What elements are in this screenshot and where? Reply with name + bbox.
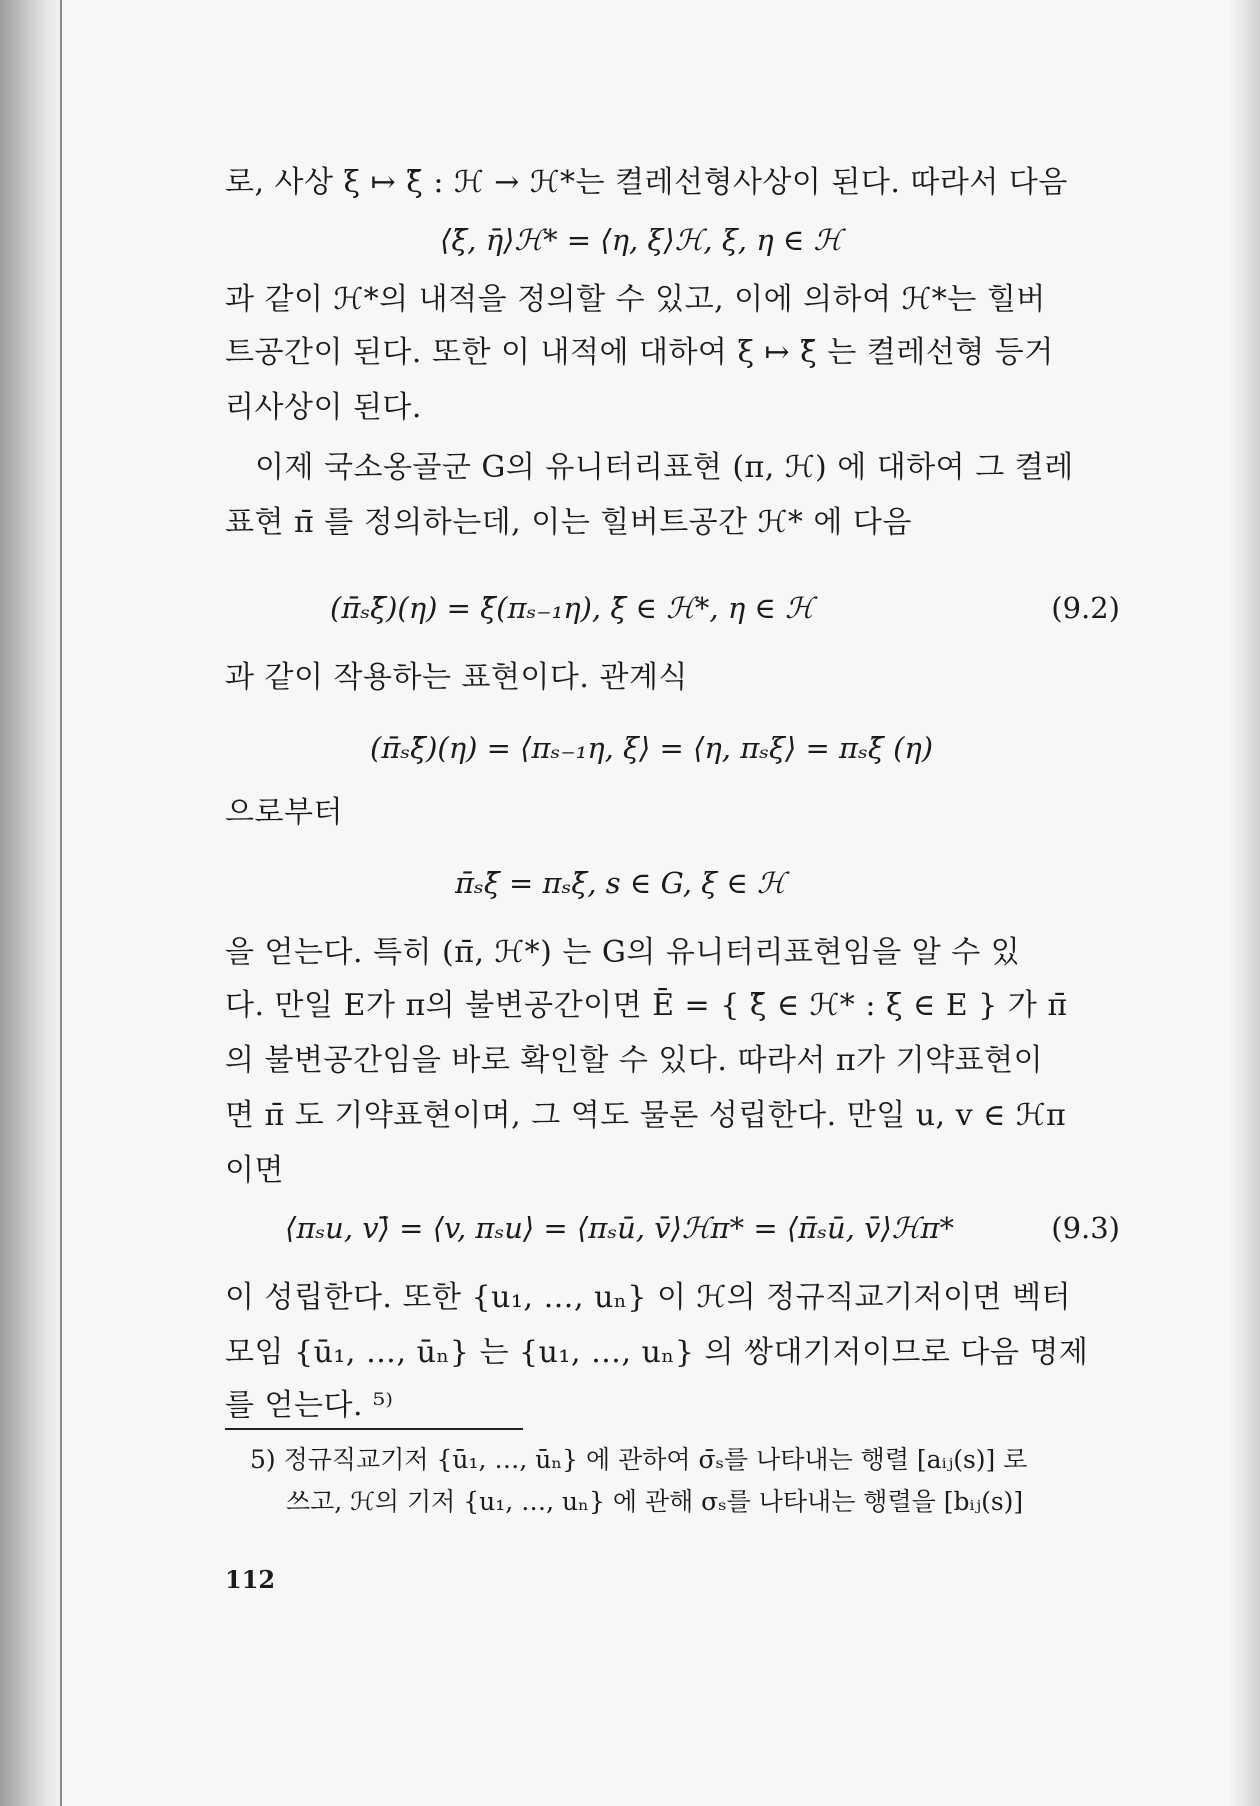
equation-number-9-2: (9.2) (1051, 591, 1120, 625)
equation-number-9-3: (9.3) (1051, 1211, 1120, 1245)
text-line-16: 를 얻는다. ⁵⁾ (225, 1388, 394, 1423)
book-page-edge (1226, 0, 1260, 1806)
equation-result: π̄ₛξ̄ = πₛξ̄, s ∈ G, ξ ∈ ℋ (455, 866, 786, 900)
text-line-11: 의 불변공간임을 바로 확인할 수 있다. 따라서 π가 기약표현이 (225, 1043, 1044, 1078)
text-line-8: 으로부터 (225, 795, 343, 830)
book-spine-edge (0, 0, 62, 1806)
footnote-line-1: 5) 정규직교기저 {ū₁, …, ūₙ} 에 관하여 σ̄ₛ를 나타내는 행렬 [aᵢⱼ(s)] 로 (250, 1445, 1028, 1474)
text-line-3: 트공간이 된다. 또한 이 내적에 대하여 ξ ↦ ξ̄ 는 켤레선형 등거 (225, 335, 1054, 370)
equation-relation: (π̄ₛξ̄)(η) = ⟨πₛ₋₁η, ξ⟩ = ⟨η, πₛξ⟩ = πₛξ̄ (η) (370, 731, 934, 765)
page-number: 112 (225, 1565, 276, 1594)
text-line-13: 이면 (225, 1153, 284, 1188)
text-line-7: 과 같이 작용하는 표현이다. 관계식 (225, 660, 688, 695)
text-line-9: 을 얻는다. 특히 (π̄, ℋ*) 는 G의 유니터리표현임을 알 수 있 (225, 935, 1021, 970)
footnote-line-2: 쓰고, ℋ의 기저 {u₁, …, uₙ} 에 관해 σₛ를 나타내는 행렬을 [bᵢⱼ(s)] (286, 1487, 1024, 1516)
text-line-5: 이제 국소옹골군 G의 유니터리표현 (π, ℋ) 에 대하여 그 켤레 (255, 450, 1074, 485)
equation-9-2: (π̄ₛξ̄)(η) = ξ̄(πₛ₋₁η), ξ̄ ∈ ℋ*, η ∈ ℋ (330, 591, 814, 625)
text-line-4: 리사상이 된다. (225, 390, 422, 425)
text-line-2: 과 같이 ℋ*의 내적을 정의할 수 있고, 이에 의하여 ℋ*는 힐버 (225, 282, 1046, 317)
text-line-6: 표현 π̄ 를 정의하는데, 이는 힐버트공간 ℋ* 에 다음 (225, 505, 912, 540)
footnote-rule (225, 1428, 523, 1430)
equation-inner-product: ⟨ξ̄, η̄⟩ℋ* = ⟨η, ξ⟩ℋ, ξ, η ∈ ℋ (440, 223, 843, 257)
text-line-10: 다. 만일 E가 π의 불변공간이면 Ē = { ξ̄ ∈ ℋ* : ξ ∈ E } 가 π̄ (225, 988, 1068, 1023)
text-line-14: 이 성립한다. 또한 {u₁, …, uₙ} 이 ℋ의 정규직교기저이면 벡터 (225, 1280, 1072, 1315)
text-line-1: 로, 사상 ξ ↦ ξ̄ : ℋ → ℋ*는 켤레선형사상이 된다. 따라서 다음 (225, 165, 1068, 200)
equation-9-3: ⟨πₛu, v⟩̄ = ⟨v, πₛu⟩ = ⟨πₛū, v̄⟩ℋπ* = ⟨π̄ₛū, v̄⟩ℋπ* (285, 1211, 955, 1245)
text-line-12: 면 π̄ 도 기약표현이며, 그 역도 물론 성립한다. 만일 u, v ∈ ℋπ (225, 1098, 1067, 1133)
text-line-15: 모임 {ū₁, …, ūₙ} 는 {u₁, …, uₙ} 의 쌍대기저이므로 다음 명제 (225, 1335, 1089, 1370)
